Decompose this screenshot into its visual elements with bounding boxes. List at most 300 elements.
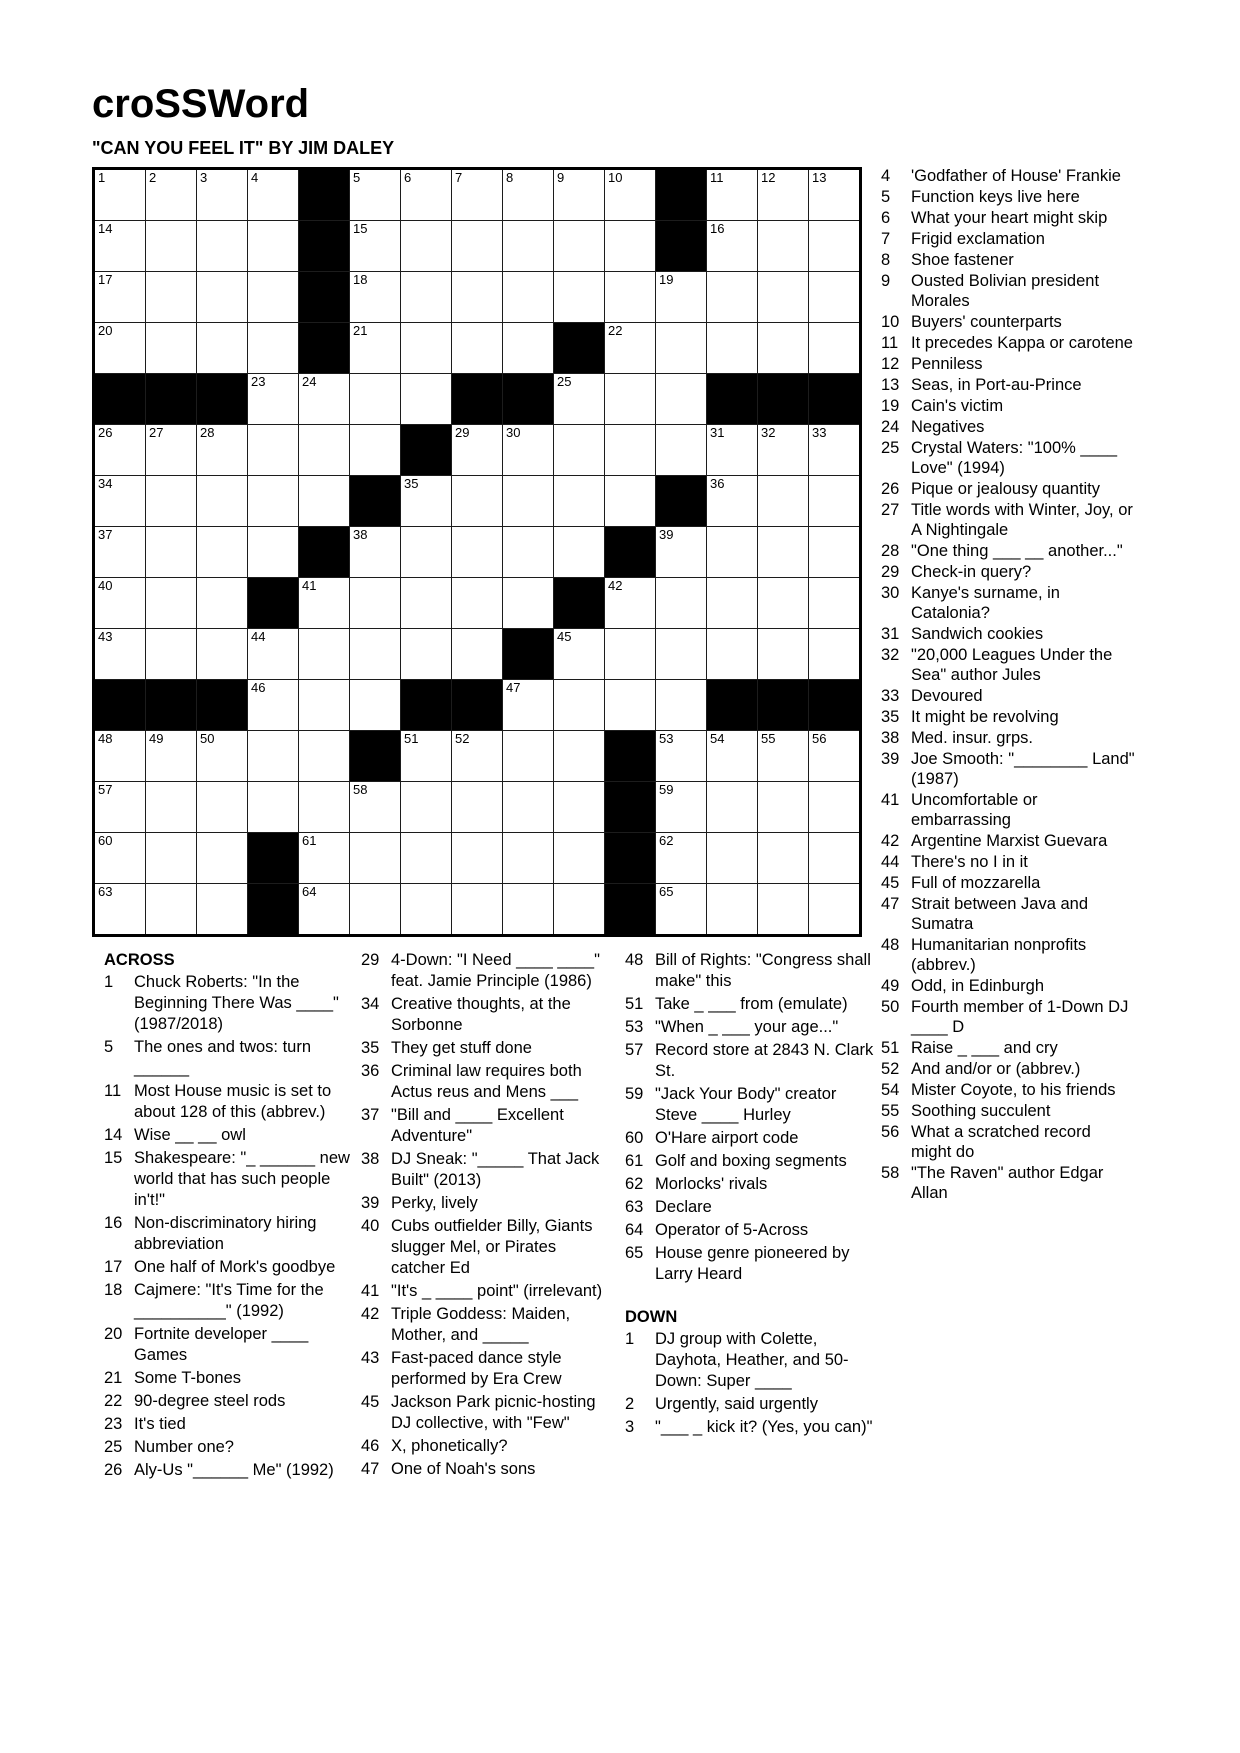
- grid-cell[interactable]: [401, 374, 451, 424]
- grid-cell[interactable]: [503, 782, 553, 832]
- clue: [881, 831, 1135, 851]
- clue-text: They get stuff done: [391, 1039, 532, 1057]
- grid-cell[interactable]: [299, 833, 349, 883]
- clue-number: 11: [104, 1082, 122, 1100]
- grid-cell[interactable]: [401, 884, 451, 934]
- grid-cell[interactable]: [95, 527, 145, 577]
- grid-cell[interactable]: [401, 578, 451, 628]
- grid-cell[interactable]: [554, 680, 604, 730]
- clue: [361, 1193, 603, 1214]
- grid-cell[interactable]: [707, 323, 757, 373]
- black-cell: [605, 731, 655, 781]
- clue-number: 45: [361, 1393, 380, 1411]
- cell-number: 47: [506, 680, 521, 695]
- grid-cell[interactable]: [656, 272, 706, 322]
- grid-cell[interactable]: [197, 578, 247, 628]
- grid-cell[interactable]: [809, 323, 859, 373]
- grid-cell[interactable]: [146, 476, 196, 526]
- grid-cell[interactable]: [503, 884, 553, 934]
- cell-number: 20: [98, 323, 113, 338]
- cell-number: 56: [812, 731, 827, 746]
- grid-cell[interactable]: [656, 323, 706, 373]
- cell-number: 10: [608, 170, 623, 185]
- cell-number: 59: [659, 782, 674, 797]
- clue-text: 'Godfather of House' Frankie: [911, 167, 1121, 185]
- clue-number: 58: [881, 1164, 900, 1182]
- grid-cell[interactable]: [707, 731, 757, 781]
- clue: [881, 645, 1135, 685]
- grid-cell[interactable]: [758, 527, 808, 577]
- grid-cell[interactable]: [350, 782, 400, 832]
- grid-cell[interactable]: [197, 425, 247, 475]
- clue: [881, 1163, 1135, 1203]
- grid-cell[interactable]: [452, 425, 502, 475]
- cell-number: 11: [710, 170, 724, 185]
- grid-cell[interactable]: [401, 272, 451, 322]
- grid-cell[interactable]: [146, 629, 196, 679]
- grid-cell[interactable]: [95, 629, 145, 679]
- grid-cell[interactable]: [809, 833, 859, 883]
- grid-cell[interactable]: [401, 731, 451, 781]
- grid-cell[interactable]: [452, 527, 502, 577]
- grid-cell[interactable]: [707, 221, 757, 271]
- grid-cell[interactable]: [707, 425, 757, 475]
- grid-cell[interactable]: [605, 578, 655, 628]
- grid-cell[interactable]: [605, 680, 655, 730]
- clue: [104, 1148, 354, 1211]
- grid-cell[interactable]: [299, 425, 349, 475]
- cell-number: 34: [98, 476, 113, 491]
- grid-cell[interactable]: [146, 323, 196, 373]
- clue-number: 59: [625, 1085, 644, 1103]
- cell-number: 9: [557, 170, 565, 185]
- grid-cell[interactable]: [758, 221, 808, 271]
- grid-cell[interactable]: [401, 323, 451, 373]
- grid-cell[interactable]: [503, 578, 553, 628]
- grid-cell[interactable]: [452, 272, 502, 322]
- clue: [881, 271, 1135, 311]
- grid-cell[interactable]: [248, 527, 298, 577]
- grid-cell[interactable]: [503, 731, 553, 781]
- clue-text: Jackson Park picnic-hosting DJ collective, with "Few": [391, 1393, 596, 1432]
- grid-cell[interactable]: [299, 476, 349, 526]
- cell-number: 36: [710, 476, 725, 491]
- grid-cell[interactable]: [554, 884, 604, 934]
- clue-text: Humanitarian nonprofits (abbrev.): [911, 936, 1087, 974]
- grid-cell[interactable]: [248, 476, 298, 526]
- cell-number: 21: [353, 323, 368, 338]
- grid-cell[interactable]: [146, 731, 196, 781]
- clue-text: Take _ ___ from (emulate): [655, 995, 848, 1013]
- grid-cell[interactable]: [146, 272, 196, 322]
- grid-cell[interactable]: [809, 884, 859, 934]
- clue: [104, 1257, 354, 1278]
- grid-cell[interactable]: [146, 425, 196, 475]
- across-down-clues-column-3: [625, 950, 877, 1440]
- clue-text: Crystal Waters: "100% ____ Love" (1994): [911, 439, 1118, 477]
- grid-cell[interactable]: [809, 527, 859, 577]
- clue-text: One half of Mork's goodbye: [134, 1258, 336, 1276]
- clue-number: 22: [104, 1392, 123, 1410]
- cell-number: 19: [659, 272, 674, 287]
- grid-cell[interactable]: [197, 221, 247, 271]
- grid-cell[interactable]: [503, 221, 553, 271]
- grid-cell[interactable]: [758, 272, 808, 322]
- grid-cell[interactable]: [656, 731, 706, 781]
- across-clues-column-1: [104, 950, 354, 1483]
- grid-cell[interactable]: [299, 629, 349, 679]
- grid-cell[interactable]: [95, 221, 145, 271]
- grid-cell[interactable]: [350, 833, 400, 883]
- clue-number: 19: [881, 397, 900, 415]
- cell-number: 35: [404, 476, 419, 491]
- grid-cell[interactable]: [707, 833, 757, 883]
- grid-cell[interactable]: [401, 476, 451, 526]
- grid-cell[interactable]: [809, 476, 859, 526]
- grid-cell[interactable]: [401, 221, 451, 271]
- grid-cell[interactable]: [299, 374, 349, 424]
- clue: [625, 1174, 877, 1195]
- grid-cell[interactable]: [503, 323, 553, 373]
- grid-cell[interactable]: [146, 527, 196, 577]
- grid-cell[interactable]: [605, 170, 655, 220]
- cell-number: 49: [149, 731, 164, 746]
- clue-number: 37: [361, 1106, 380, 1124]
- grid-cell[interactable]: [809, 221, 859, 271]
- grid-cell[interactable]: [350, 425, 400, 475]
- grid-cell[interactable]: [401, 782, 451, 832]
- grid-cell[interactable]: [95, 170, 145, 220]
- clue-text: Full of mozzarella: [911, 874, 1041, 892]
- grid-cell[interactable]: [656, 629, 706, 679]
- grid-cell[interactable]: [452, 170, 502, 220]
- grid-cell[interactable]: [248, 680, 298, 730]
- clue-number: 26: [104, 1461, 123, 1479]
- grid-cell[interactable]: [350, 374, 400, 424]
- grid-cell[interactable]: [554, 272, 604, 322]
- clue-number: 62: [625, 1175, 644, 1193]
- clue-list-heading: DOWN: [625, 1308, 678, 1326]
- cell-number: 1: [98, 170, 106, 185]
- grid-cell[interactable]: [350, 170, 400, 220]
- page-subtitle: "CAN YOU FEEL IT" BY JIM DALEY: [92, 138, 395, 158]
- grid-cell[interactable]: [248, 272, 298, 322]
- clue-number: 47: [361, 1460, 380, 1478]
- grid-cell[interactable]: [95, 272, 145, 322]
- grid-cell[interactable]: [350, 578, 400, 628]
- grid-cell[interactable]: [503, 425, 553, 475]
- grid-cell[interactable]: [503, 272, 553, 322]
- clue: [104, 1213, 354, 1255]
- clue-text: Some T-bones: [134, 1369, 242, 1387]
- grid-cell[interactable]: [554, 374, 604, 424]
- grid-cell[interactable]: [146, 782, 196, 832]
- black-cell: [299, 170, 349, 220]
- clue-number: 48: [625, 951, 644, 969]
- clue: [361, 950, 603, 992]
- clue-text: Urgently, said urgently: [655, 1395, 818, 1413]
- clue-number: 24: [881, 418, 900, 436]
- grid-cell[interactable]: [452, 731, 502, 781]
- grid-cell[interactable]: [197, 527, 247, 577]
- clue-text: Function keys live here: [911, 188, 1080, 206]
- grid-cell[interactable]: [809, 578, 859, 628]
- clue-number: 47: [881, 895, 900, 913]
- black-cell: [656, 476, 706, 526]
- clue-text: Frigid exclamation: [911, 230, 1045, 248]
- clue: [104, 1391, 354, 1412]
- grid-cell[interactable]: [554, 527, 604, 577]
- grid-cell[interactable]: [656, 527, 706, 577]
- grid-cell[interactable]: [605, 374, 655, 424]
- grid-cell[interactable]: [95, 578, 145, 628]
- grid-cell[interactable]: [503, 170, 553, 220]
- grid-cell[interactable]: [554, 782, 604, 832]
- clue: [881, 541, 1135, 561]
- grid-cell[interactable]: [554, 476, 604, 526]
- grid-cell[interactable]: [503, 680, 553, 730]
- clue: [881, 976, 1135, 996]
- grid-cell[interactable]: [95, 425, 145, 475]
- cell-number: 30: [506, 425, 521, 440]
- grid-cell[interactable]: [605, 425, 655, 475]
- grid-cell[interactable]: [452, 476, 502, 526]
- clue-number: 13: [881, 376, 900, 394]
- grid-cell[interactable]: [503, 527, 553, 577]
- clue-number: 29: [881, 563, 900, 581]
- grid-cell[interactable]: [95, 833, 145, 883]
- grid-cell[interactable]: [452, 221, 502, 271]
- grid-cell[interactable]: [656, 680, 706, 730]
- clue-number: 21: [104, 1369, 123, 1387]
- grid-cell[interactable]: [197, 833, 247, 883]
- grid-cell[interactable]: [656, 578, 706, 628]
- grid-cell[interactable]: [503, 833, 553, 883]
- grid-cell[interactable]: [248, 425, 298, 475]
- clue-number: 33: [881, 687, 900, 705]
- grid-cell[interactable]: [197, 629, 247, 679]
- clue: [881, 1038, 1135, 1058]
- clue-number: 50: [881, 998, 900, 1016]
- grid-cell[interactable]: [656, 782, 706, 832]
- black-cell: [299, 272, 349, 322]
- grid-cell[interactable]: [248, 629, 298, 679]
- grid-cell[interactable]: [350, 527, 400, 577]
- grid-cell[interactable]: [605, 323, 655, 373]
- grid-cell[interactable]: [146, 884, 196, 934]
- cell-number: 18: [353, 272, 368, 287]
- grid-cell[interactable]: [809, 170, 859, 220]
- grid-cell[interactable]: [656, 425, 706, 475]
- grid-cell[interactable]: [299, 578, 349, 628]
- grid-cell[interactable]: [350, 323, 400, 373]
- grid-cell[interactable]: [299, 884, 349, 934]
- clue: [881, 686, 1135, 706]
- grid-cell[interactable]: [656, 833, 706, 883]
- cell-number: 29: [455, 425, 470, 440]
- grid-cell[interactable]: [707, 578, 757, 628]
- clue: [361, 1348, 603, 1390]
- grid-cell[interactable]: [554, 221, 604, 271]
- grid-cell[interactable]: [758, 425, 808, 475]
- grid-cell[interactable]: [452, 578, 502, 628]
- clue-number: 43: [361, 1349, 380, 1367]
- cell-number: 6: [404, 170, 412, 185]
- clue-number: 25: [104, 1438, 123, 1456]
- grid-cell[interactable]: [707, 527, 757, 577]
- grid-cell[interactable]: [146, 170, 196, 220]
- grid-cell[interactable]: [554, 425, 604, 475]
- grid-cell[interactable]: [656, 884, 706, 934]
- clue-number: 45: [881, 874, 900, 892]
- clue: [881, 583, 1135, 623]
- grid-cell[interactable]: [248, 731, 298, 781]
- grid-cell[interactable]: [401, 170, 451, 220]
- clue: [625, 1151, 877, 1172]
- clue-text: Morlocks' rivals: [655, 1175, 768, 1193]
- clue-text: Cubs outfielder Billy, Giants slugger Mel, or Pirates catcher Ed: [391, 1217, 593, 1277]
- cell-number: 7: [455, 170, 463, 185]
- clue-text: It precedes Kappa or carotene: [911, 334, 1133, 352]
- clue-number: 42: [881, 832, 900, 850]
- grid-cell[interactable]: [452, 629, 502, 679]
- grid-cell[interactable]: [809, 782, 859, 832]
- clue-text: Raise _ ___ and cry: [911, 1039, 1058, 1057]
- grid-cell[interactable]: [248, 170, 298, 220]
- grid-cell[interactable]: [95, 782, 145, 832]
- grid-cell[interactable]: [758, 833, 808, 883]
- grid-cell[interactable]: [248, 374, 298, 424]
- grid-cell[interactable]: [452, 833, 502, 883]
- grid-cell[interactable]: [248, 323, 298, 373]
- clue: [881, 396, 1135, 416]
- clue-number: 34: [361, 995, 380, 1013]
- grid-cell[interactable]: [809, 629, 859, 679]
- grid-cell[interactable]: [350, 884, 400, 934]
- grid-cell[interactable]: [452, 884, 502, 934]
- grid-cell[interactable]: [197, 272, 247, 322]
- clue-text: "___ _ kick it? (Yes, you can)": [655, 1418, 873, 1436]
- grid-cell[interactable]: [401, 527, 451, 577]
- grid-cell[interactable]: [350, 272, 400, 322]
- grid-cell[interactable]: [656, 374, 706, 424]
- grid-cell[interactable]: [299, 680, 349, 730]
- grid-cell[interactable]: [605, 629, 655, 679]
- clue-text: Uncomfortable or embarrassing: [911, 791, 1038, 829]
- grid-cell[interactable]: [95, 323, 145, 373]
- clue: [881, 624, 1135, 644]
- grid-cell[interactable]: [707, 782, 757, 832]
- grid-cell[interactable]: [554, 629, 604, 679]
- clue-text: Kanye's surname, in Catalonia?: [911, 584, 1060, 622]
- grid-cell[interactable]: [605, 272, 655, 322]
- clue-text: Cajmere: "It's Time for the __________" (1992): [134, 1281, 324, 1320]
- grid-cell[interactable]: [350, 629, 400, 679]
- grid-cell[interactable]: [758, 884, 808, 934]
- grid-cell[interactable]: [707, 884, 757, 934]
- cell-number: 63: [98, 884, 113, 899]
- grid-cell[interactable]: [197, 884, 247, 934]
- clue-number: 5: [104, 1038, 114, 1056]
- clue-text: "Bill and ____ Excellent Adventure": [391, 1106, 564, 1145]
- black-cell: [503, 374, 553, 424]
- black-cell: [707, 680, 757, 730]
- black-cell: [554, 323, 604, 373]
- grid-cell[interactable]: [554, 731, 604, 781]
- grid-cell[interactable]: [95, 884, 145, 934]
- grid-cell[interactable]: [809, 731, 859, 781]
- grid-cell[interactable]: [248, 782, 298, 832]
- grid-cell[interactable]: [758, 782, 808, 832]
- grid-cell[interactable]: [707, 272, 757, 322]
- grid-cell[interactable]: [146, 833, 196, 883]
- clue: [881, 1122, 1135, 1162]
- grid-cell[interactable]: [605, 221, 655, 271]
- grid-cell[interactable]: [503, 476, 553, 526]
- grid-cell[interactable]: [758, 629, 808, 679]
- cell-number: 51: [404, 731, 419, 746]
- grid-cell[interactable]: [554, 833, 604, 883]
- grid-cell[interactable]: [401, 629, 451, 679]
- grid-cell[interactable]: [758, 578, 808, 628]
- grid-cell[interactable]: [197, 323, 247, 373]
- grid-cell[interactable]: [350, 221, 400, 271]
- grid-cell[interactable]: [758, 476, 808, 526]
- grid-cell[interactable]: [605, 476, 655, 526]
- grid-cell[interactable]: [95, 731, 145, 781]
- grid-cell[interactable]: [197, 731, 247, 781]
- grid-cell[interactable]: [809, 272, 859, 322]
- cell-number: 5: [353, 170, 361, 185]
- grid-cell[interactable]: [452, 782, 502, 832]
- grid-cell[interactable]: [95, 476, 145, 526]
- clue-number: 64: [625, 1221, 644, 1239]
- grid-cell[interactable]: [401, 833, 451, 883]
- grid-cell[interactable]: [146, 221, 196, 271]
- grid-cell[interactable]: [758, 731, 808, 781]
- grid-cell[interactable]: [707, 170, 757, 220]
- clue: [881, 935, 1135, 975]
- grid-cell[interactable]: [299, 731, 349, 781]
- grid-cell[interactable]: [758, 170, 808, 220]
- black-cell: [95, 680, 145, 730]
- grid-cell[interactable]: [146, 578, 196, 628]
- grid-cell[interactable]: [248, 221, 298, 271]
- clue-text: Penniless: [911, 355, 983, 373]
- crossword-grid: [92, 167, 862, 937]
- black-cell: [605, 884, 655, 934]
- cell-number: 48: [98, 731, 113, 746]
- grid-cell[interactable]: [350, 680, 400, 730]
- grid-cell[interactable]: [452, 323, 502, 373]
- grid-cell[interactable]: [758, 323, 808, 373]
- grid-cell[interactable]: [707, 629, 757, 679]
- clue-text: O'Hare airport code: [655, 1129, 799, 1147]
- clue: [881, 229, 1135, 249]
- grid-cell[interactable]: [299, 782, 349, 832]
- grid-cell[interactable]: [197, 170, 247, 220]
- grid-cell[interactable]: [554, 170, 604, 220]
- grid-cell[interactable]: [197, 476, 247, 526]
- grid-cell[interactable]: [809, 425, 859, 475]
- black-cell: [809, 374, 859, 424]
- clue: [625, 1084, 877, 1126]
- grid-cell[interactable]: [197, 782, 247, 832]
- grid-cell[interactable]: [707, 476, 757, 526]
- clue-number: 35: [881, 708, 900, 726]
- cell-number: 65: [659, 884, 674, 899]
- clue-number: 38: [361, 1150, 380, 1168]
